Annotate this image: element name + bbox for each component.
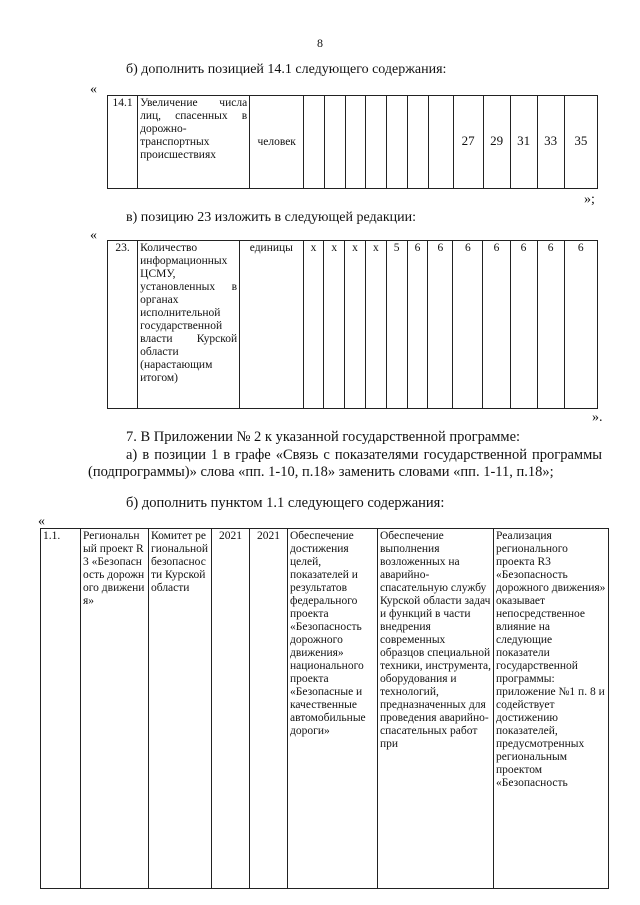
t2-value: 6: [428, 241, 453, 409]
t1-value: 31: [510, 96, 537, 189]
clause-v-position-23: в) позицию 23 изложить в следующей редакции:: [126, 210, 417, 225]
t1-row-number: 14.1: [108, 96, 138, 189]
t2-value: 6: [510, 241, 537, 409]
page-number: 8: [317, 36, 323, 50]
t1-value: 27: [453, 96, 483, 189]
t2-value: х: [365, 241, 386, 409]
t2-value: х: [303, 241, 324, 409]
t3-relation-to-indicators: Реализация регионального проекта R3 «Безопасность дорожного движения» оказывает непосредственное влияние на следующие показатели государственной программы: приложение №1 п. 8 и содействует достижению показателей, предусмотренных региональным проектом «Безопасность: [494, 529, 609, 889]
close-quote-1: »;: [584, 192, 595, 207]
t2-value: 6: [407, 241, 428, 409]
t3-start-year: 2021: [212, 529, 250, 889]
t2-value: х: [324, 241, 345, 409]
table-position-23: [107, 240, 598, 409]
t1-value: 29: [483, 96, 510, 189]
t3-project: Региональный проект R3 «Безопасность дорожного движения»: [81, 529, 149, 889]
table-item-1-1: [40, 528, 609, 889]
t1-indicator-name: Увеличение числа лиц, спасенных в дорожно-транспортных происшествиях: [138, 96, 250, 189]
t2-value: х: [345, 241, 366, 409]
table-position-14-1: [107, 95, 598, 189]
t1-empty-cell: [304, 96, 325, 189]
t2-value: 5: [386, 241, 407, 409]
t1-empty-cell: [345, 96, 366, 189]
t2-row-number: 23.: [108, 241, 138, 409]
open-quote-2: «: [90, 228, 97, 243]
clause-b-position-14-1: б) дополнить позицией 14.1 следующего содержания:: [126, 62, 447, 77]
t3-row-number: 1.1.: [41, 529, 81, 889]
t3-end-year: 2021: [250, 529, 288, 889]
close-quote-2: ».: [592, 410, 603, 425]
open-quote-1: «: [90, 82, 97, 97]
open-quote-3: «: [38, 514, 45, 529]
t1-empty-cell: [387, 96, 408, 189]
clause-b-item-1-1: б) дополнить пунктом 1.1 следующего содержания:: [126, 495, 445, 511]
t1-empty-cell: [324, 96, 345, 189]
t2-value: 6: [564, 241, 597, 409]
t1-empty-cell: [428, 96, 453, 189]
paragraph-a: а) в позиции 1 в графе «Связь с показателями государственной программы (подпрограммы)» слова «пп. 1-10, п.18» заменить словами «пп. 1-11, п.18»;: [88, 447, 602, 480]
t2-indicator-name: Количество информационных ЦСМУ, установленных в органах исполнительной государственной власти Курской области (нарастающим итогом): [138, 241, 240, 409]
t2-value: 6: [483, 241, 510, 409]
paragraph-7: 7. В Приложении № 2 к указанной государственной программе:: [126, 429, 521, 445]
t1-value: 35: [564, 96, 597, 189]
t1-value: 33: [537, 96, 564, 189]
t1-empty-cell: [407, 96, 428, 189]
t2-value: 6: [453, 241, 483, 409]
t1-empty-cell: [366, 96, 387, 189]
t3-content: Обеспечение выполнения возложенных на аварийно-спасательную службу Курской области задач и функций в части внедрения современных образцов специальной техники, инструмента, оборудования и технологий, предназначенных для проведения аварийно-спасательных работ при: [378, 529, 494, 889]
t3-expected-result: Обеспечение достижения целей, показателей и результатов федерального проекта «Безопасность дорожного движения» национального проекта «Безопасные и качественные автомобильные дороги»: [288, 529, 378, 889]
t3-executor: Комитет региональной безопасности Курской области: [149, 529, 212, 889]
t2-value: 6: [537, 241, 564, 409]
t2-unit: единицы: [240, 241, 303, 409]
t1-unit: человек: [250, 96, 304, 189]
